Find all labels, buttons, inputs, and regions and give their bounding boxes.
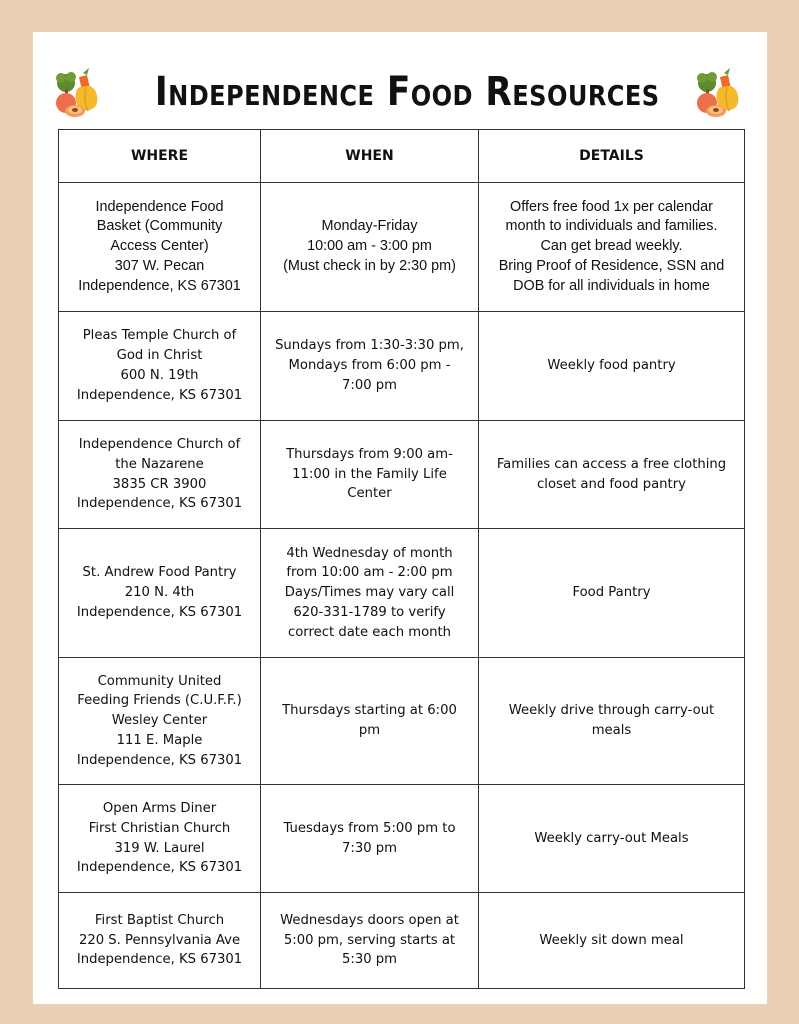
cell-line: Center	[347, 486, 392, 502]
header-where: WHERE	[59, 130, 261, 183]
cell-line: Independence, KS 67301	[76, 387, 243, 403]
cell-line: 5:00 pm, serving starts at	[283, 932, 456, 948]
cell-line: 210 N. 4th	[124, 585, 195, 601]
cell-line: Thursdays from 9:00 am-	[286, 446, 453, 462]
cell-line: Independence, KS 67301	[78, 277, 241, 294]
cell-line: Independence Food	[95, 198, 224, 215]
cell-where	[59, 183, 261, 312]
cell-line: 4th Wednesday of month	[286, 545, 453, 561]
cell-line: closet and food pantry	[537, 476, 686, 492]
table-row	[59, 421, 745, 529]
cell-line: Thursdays starting at 6:00	[282, 703, 457, 719]
cell-line: Independence, KS 67301	[76, 496, 243, 512]
cell-line: 111 E. Maple	[116, 732, 203, 748]
vegetables-icon	[694, 65, 750, 121]
cell-line: Access Center)	[110, 238, 209, 255]
cell-line: 307 W. Pecan	[114, 257, 205, 274]
cell-details	[479, 893, 745, 989]
cell-line: Bring Proof of Residence, SSN and	[498, 257, 725, 274]
cell-line: 10:00 am - 3:00 pm	[307, 238, 432, 255]
cell-line: 5:30 pm	[341, 952, 398, 968]
cell-line: Food Pantry	[572, 585, 651, 601]
cell-line: Sundays from 1:30-3:30 pm,	[275, 338, 464, 354]
cell-line: Tuesdays from 5:00 pm to	[283, 820, 456, 836]
table-row	[59, 893, 745, 989]
cell-line: Mondays from 6:00 pm -	[288, 358, 451, 374]
cell-line: Independence Church of	[78, 436, 241, 452]
header-when: WHEN	[261, 130, 479, 183]
cell-line: 7:30 pm	[341, 840, 398, 856]
cell-line: Wednesdays doors open at	[280, 912, 459, 928]
flyer-page	[33, 32, 767, 1004]
cell-when	[261, 893, 479, 989]
cell-details	[479, 785, 745, 893]
cell-line: Basket (Community	[96, 218, 223, 235]
cell-when	[261, 312, 479, 421]
cell-line: Offers free food 1x per calendar	[510, 198, 713, 215]
cell-details	[479, 658, 745, 785]
cell-when	[261, 658, 479, 785]
cell-line: Community United	[97, 673, 222, 689]
cell-line: pm	[358, 723, 381, 738]
cell-line: 620-331-1789 to verify	[293, 604, 446, 620]
cell-line: from 10:00 am - 2:00 pm	[286, 565, 453, 581]
cell-line: Weekly food pantry	[547, 358, 676, 374]
cell-line: Families can access a free clothing	[496, 456, 727, 472]
page-title: Independence Food Resources	[154, 69, 660, 115]
cell-when	[261, 421, 479, 529]
cell-when	[261, 785, 479, 893]
cell-line: First Baptist Church	[94, 912, 225, 928]
cell-line: Independence, KS 67301	[76, 604, 243, 620]
resources-table	[58, 129, 745, 989]
cell-line: 3835 CR 3900	[112, 476, 207, 492]
table-row	[59, 658, 745, 785]
cell-line: Days/Times may vary call	[284, 585, 455, 601]
cell-when	[261, 183, 479, 312]
cell-where	[59, 529, 261, 658]
table-row	[59, 785, 745, 893]
cell-where	[59, 893, 261, 989]
cell-line: Weekly carry-out Meals	[534, 830, 689, 846]
cell-line: Pleas Temple Church of	[82, 328, 237, 344]
table-row	[59, 183, 745, 312]
cell-line: Wesley Center	[111, 713, 208, 729]
cell-details	[479, 421, 745, 529]
cell-line: God in Christ	[116, 348, 203, 364]
title-row	[33, 32, 767, 128]
cell-where	[59, 658, 261, 785]
header-details: DETAILS	[479, 130, 745, 183]
cell-where	[59, 785, 261, 893]
cell-details	[479, 312, 745, 421]
cell-line: First Christian Church	[88, 820, 231, 836]
cell-line: month to individuals and families.	[505, 218, 718, 235]
cell-line: 11:00 in the Family Life	[292, 466, 447, 482]
table-row	[59, 312, 745, 421]
cell-line: Independence, KS 67301	[76, 952, 243, 968]
cell-details	[479, 529, 745, 658]
cell-details	[479, 183, 745, 312]
cell-line: 220 S. Pennsylvania Ave	[78, 932, 241, 948]
cell-line: Independence, KS 67301	[76, 860, 243, 876]
cell-line: meals	[591, 723, 632, 738]
header-row	[59, 130, 745, 183]
cell-line: (Must check in by 2:30 pm)	[283, 257, 456, 274]
cell-line: Open Arms Diner	[102, 800, 217, 816]
cell-line: 7:00 pm	[341, 377, 398, 393]
cell-line: Can get bread weekly.	[540, 238, 683, 255]
vegetables-icon	[53, 65, 109, 121]
cell-line: Weekly drive through carry-out	[508, 703, 715, 719]
cell-line: 600 N. 19th	[120, 368, 199, 383]
cell-where	[59, 421, 261, 529]
cell-line: the Nazarene	[115, 456, 204, 472]
cell-line: Independence, KS 67301	[76, 752, 243, 768]
cell-line: St. Andrew Food Pantry	[82, 565, 237, 581]
cell-line: correct date each month	[287, 624, 452, 640]
table-row	[59, 529, 745, 658]
cell-when	[261, 529, 479, 658]
cell-where	[59, 312, 261, 421]
cell-line: DOB for all individuals in home	[513, 277, 710, 294]
cell-line: 319 W. Laurel	[114, 840, 205, 856]
cell-line: Weekly sit down meal	[539, 932, 684, 948]
cell-line: Feeding Friends (C.U.F.F.)	[77, 693, 242, 709]
cell-line: Monday-Friday	[321, 218, 418, 235]
